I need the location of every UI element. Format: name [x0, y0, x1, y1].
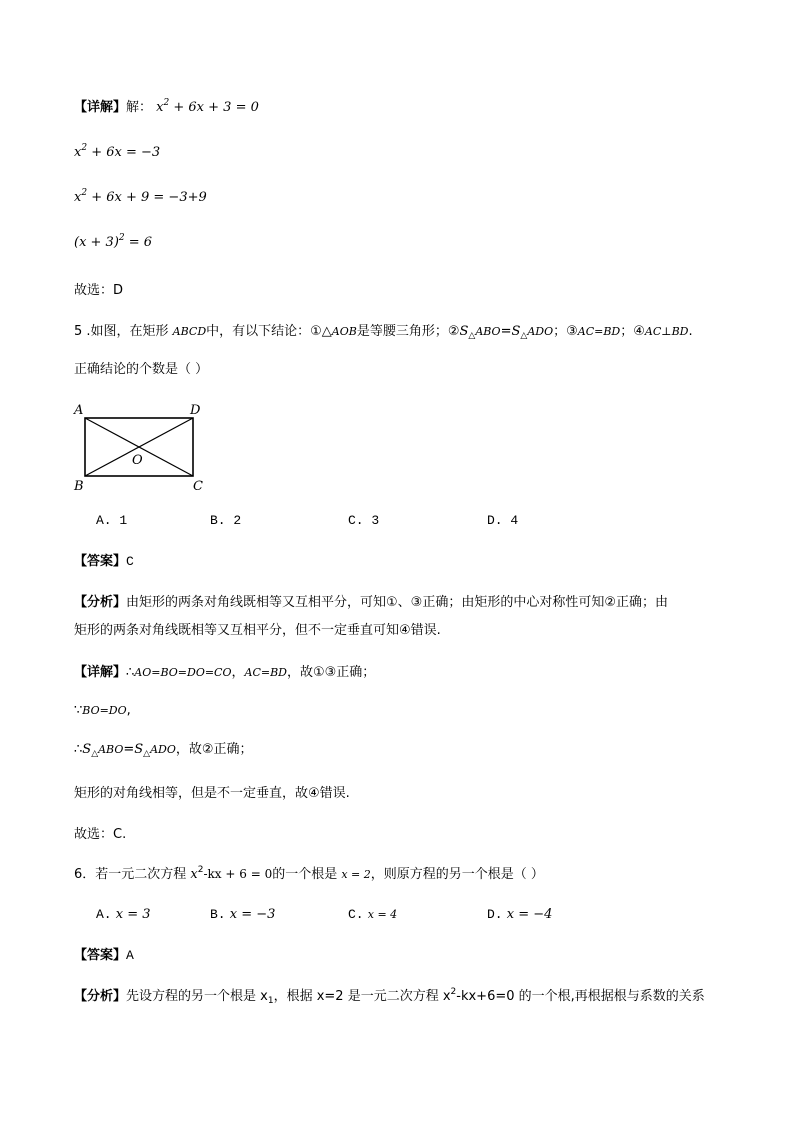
q5-analysis-line2: 矩形的两条对角线既相等又互相平分，但不一定垂直可知④错误.	[74, 623, 441, 638]
equation-step-2: $x^2 + 6x = -3$	[74, 143, 161, 160]
label-B: B	[74, 479, 84, 494]
q5-detail-line1: 【详解】∴AO=BO=DO=CO，AC=BD，故①③正确；	[74, 665, 376, 680]
q5-answer: 【答案】C	[74, 554, 134, 569]
equation-step-1: $x^2 + 6x + 3 = 0$	[156, 98, 259, 115]
q5-option-d: D. 4	[487, 513, 519, 528]
q6-option-b: B. x = −3	[210, 907, 276, 922]
q4-detail-line: 【详解】解： $x^2 + 6x + 3 = 0$	[74, 98, 259, 115]
q5-detail-line2: ∵BO=DO,	[74, 703, 131, 718]
q6-analysis: 【分析】先设方程的另一个根是 $x_1$，根据 x=2 是一元二次方程 $x^2-kx+6=0$ 的一个根,再根据根与系数的关系	[74, 987, 705, 1006]
label-C: C	[193, 479, 203, 494]
q5-option-a: A. 1	[96, 513, 128, 528]
q6-option-c: C. x = 4	[348, 907, 398, 922]
q5-detail-line3: $\therefore S_\triangle ABO=S_\triangle ADO$，故②正确；	[74, 742, 253, 759]
q6-option-d: D. x = −4	[487, 907, 553, 922]
rectangle-figure	[72, 398, 212, 494]
q5-choice: 故选：C.	[74, 827, 127, 842]
label-O: O	[132, 453, 143, 468]
q5-stem-line1: 5 .如图，在矩形 ABCD中，有以下结论：①△AOB是等腰三角形；$②S_\triangle ABO=S_\triangle ADO$；③AC=BD；④AC⊥BD.	[74, 324, 693, 341]
q4-choice: 故选：D	[74, 283, 124, 298]
detail-tag: 【详解】	[74, 100, 127, 115]
equation-step-4: $(x + 3)^2 = 6$	[74, 233, 153, 250]
q5-analysis-line1: 【分析】由矩形的两条对角线既相等又互相平分，可知①、③正确；由矩形的中心对称性可知②正确；由	[74, 595, 668, 610]
q6-answer: 【答案】A	[74, 948, 134, 963]
label-A: A	[74, 403, 84, 418]
q5-option-b: B. 2	[210, 513, 242, 528]
rectangle-diagram-icon	[72, 398, 212, 494]
q5-option-c: C. 3	[348, 513, 380, 528]
q6-stem: 6．若一元二次方程 $x^2-kx + 6 = 0$的一个根是 x = 2，则原方程的另一个根是（ ）	[74, 865, 544, 882]
q5-detail-line4: 矩形的对角线相等，但是不一定垂直，故④错误.	[74, 786, 350, 801]
equation-step-3: $x^2 + 6x + 9 = -3+9$	[74, 188, 207, 205]
q6-option-a: A. x = 3	[96, 907, 151, 922]
q5-stem-line2: 正确结论的个数是（ ）	[74, 362, 209, 377]
label-D: D	[190, 403, 201, 418]
